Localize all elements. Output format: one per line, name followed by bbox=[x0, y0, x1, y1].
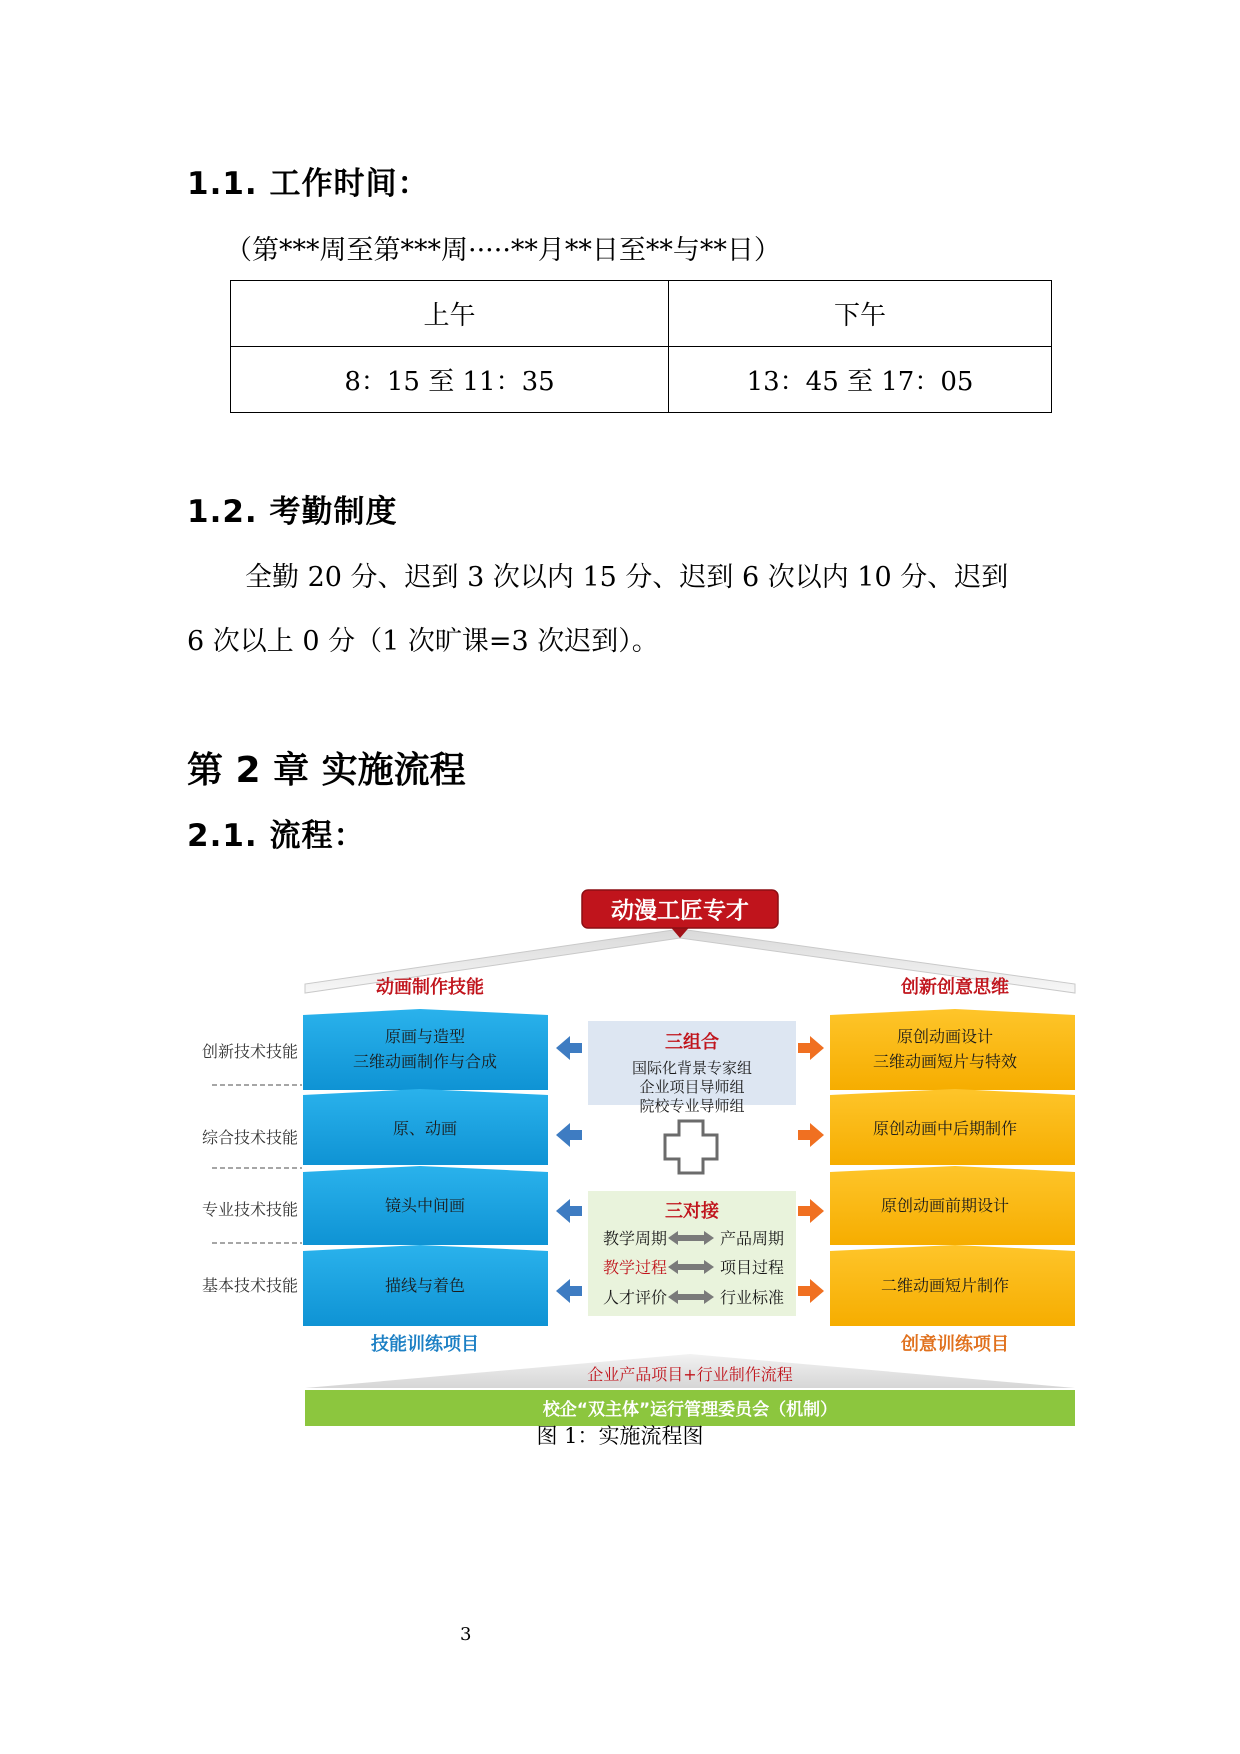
table-cell-am: 8：15 至 11：35 bbox=[231, 347, 669, 413]
left-box-text: 描线与着色 bbox=[384, 1276, 466, 1295]
docking-left: 人才评价 bbox=[602, 1288, 668, 1307]
left-label: 基本技术技能 bbox=[201, 1276, 299, 1295]
center-bottom-title: 三对接 bbox=[665, 1201, 719, 1222]
right-box-text: 三维动画短片与特效 bbox=[872, 1052, 1018, 1071]
table-header-pm: 下午 bbox=[669, 281, 1052, 347]
left-arrow-icon bbox=[556, 1199, 582, 1223]
right-box-text: 原创动画中后期制作 bbox=[872, 1119, 1018, 1138]
right-box-text: 原创动画设计 bbox=[896, 1027, 994, 1046]
plus-icon bbox=[665, 1121, 717, 1173]
left-label: 专业技术技能 bbox=[201, 1200, 299, 1219]
section-1-1-title: 1.1. 工作时间： bbox=[187, 166, 430, 202]
implementation-flow-diagram bbox=[0, 860, 1240, 1460]
work-time-table bbox=[230, 280, 1052, 413]
center-top-item: 企业项目导师组 bbox=[639, 1078, 745, 1096]
docking-left: 教学过程 bbox=[602, 1258, 668, 1277]
base-bar-text: 校企“双主体”运行管理委员会（机制） bbox=[542, 1400, 838, 1420]
docking-right: 行业标准 bbox=[719, 1288, 785, 1307]
left-box-text: 原画与造型 bbox=[384, 1027, 466, 1046]
left-arrow-icon bbox=[556, 1123, 582, 1147]
left-footer: 技能训练项目 bbox=[371, 1334, 479, 1355]
right-box bbox=[830, 1009, 1075, 1090]
table-cell-pm: 13：45 至 17：05 bbox=[669, 347, 1052, 413]
left-box-text: 原、动画 bbox=[392, 1119, 458, 1138]
section-2-1-title: 2.1. 流程： bbox=[187, 818, 366, 854]
right-arrow-icon bbox=[798, 1036, 824, 1060]
docking-left: 教学周期 bbox=[602, 1229, 668, 1248]
left-label-dividers bbox=[212, 1085, 302, 1243]
left-label: 综合技术技能 bbox=[201, 1128, 299, 1147]
left-label: 创新技术技能 bbox=[201, 1042, 299, 1061]
left-arrow-icon bbox=[556, 1036, 582, 1060]
table-header-am: 上午 bbox=[231, 281, 669, 347]
right-arrow-icon bbox=[798, 1279, 824, 1303]
chapter-2-title: 第 2 章 实施流程 bbox=[187, 750, 466, 791]
attendance-line-1: 全勤 20 分、迟到 3 次以内 15 分、迟到 6 次以内 10 分、迟到 bbox=[245, 562, 1009, 593]
right-box-text: 原创动画前期设计 bbox=[880, 1196, 1010, 1215]
docking-right: 项目过程 bbox=[719, 1258, 785, 1277]
work-time-note: （第***周至第***周·····**月**日至**与**日） bbox=[225, 235, 781, 266]
right-arrow-icon bbox=[798, 1123, 824, 1147]
table-header-row bbox=[231, 281, 1052, 347]
top-title: 动漫工匠专才 bbox=[611, 898, 749, 924]
section-1-2-title: 1.2. 考勤制度 bbox=[187, 494, 398, 530]
left-arrow-icon bbox=[556, 1279, 582, 1303]
center-top-title: 三组合 bbox=[665, 1032, 719, 1053]
right-heading: 创新创意思维 bbox=[901, 977, 1009, 998]
center-top-item: 国际化背景专家组 bbox=[631, 1059, 753, 1077]
right-arrow-icon bbox=[798, 1199, 824, 1223]
left-arrows bbox=[556, 1036, 582, 1303]
base-text: 企业产品项目+行业制作流程 bbox=[587, 1365, 793, 1384]
left-box bbox=[303, 1009, 548, 1090]
figure-caption: 图 1：实施流程图 bbox=[536, 1424, 704, 1448]
right-box-text: 二维动画短片制作 bbox=[880, 1276, 1010, 1295]
center-top-item: 院校专业导师组 bbox=[639, 1097, 745, 1115]
left-heading: 动画制作技能 bbox=[376, 977, 484, 998]
right-arrows bbox=[798, 1036, 824, 1303]
right-footer: 创意训练项目 bbox=[901, 1334, 1009, 1355]
left-box-text: 镜头中间画 bbox=[384, 1196, 466, 1215]
docking-right: 产品周期 bbox=[719, 1229, 785, 1248]
attendance-line-2: 6 次以上 0 分（1 次旷课=3 次迟到）。 bbox=[187, 626, 659, 657]
table-row bbox=[231, 347, 1052, 413]
page-number: 3 bbox=[460, 1624, 472, 1645]
left-box-text: 三维动画制作与合成 bbox=[352, 1052, 498, 1071]
